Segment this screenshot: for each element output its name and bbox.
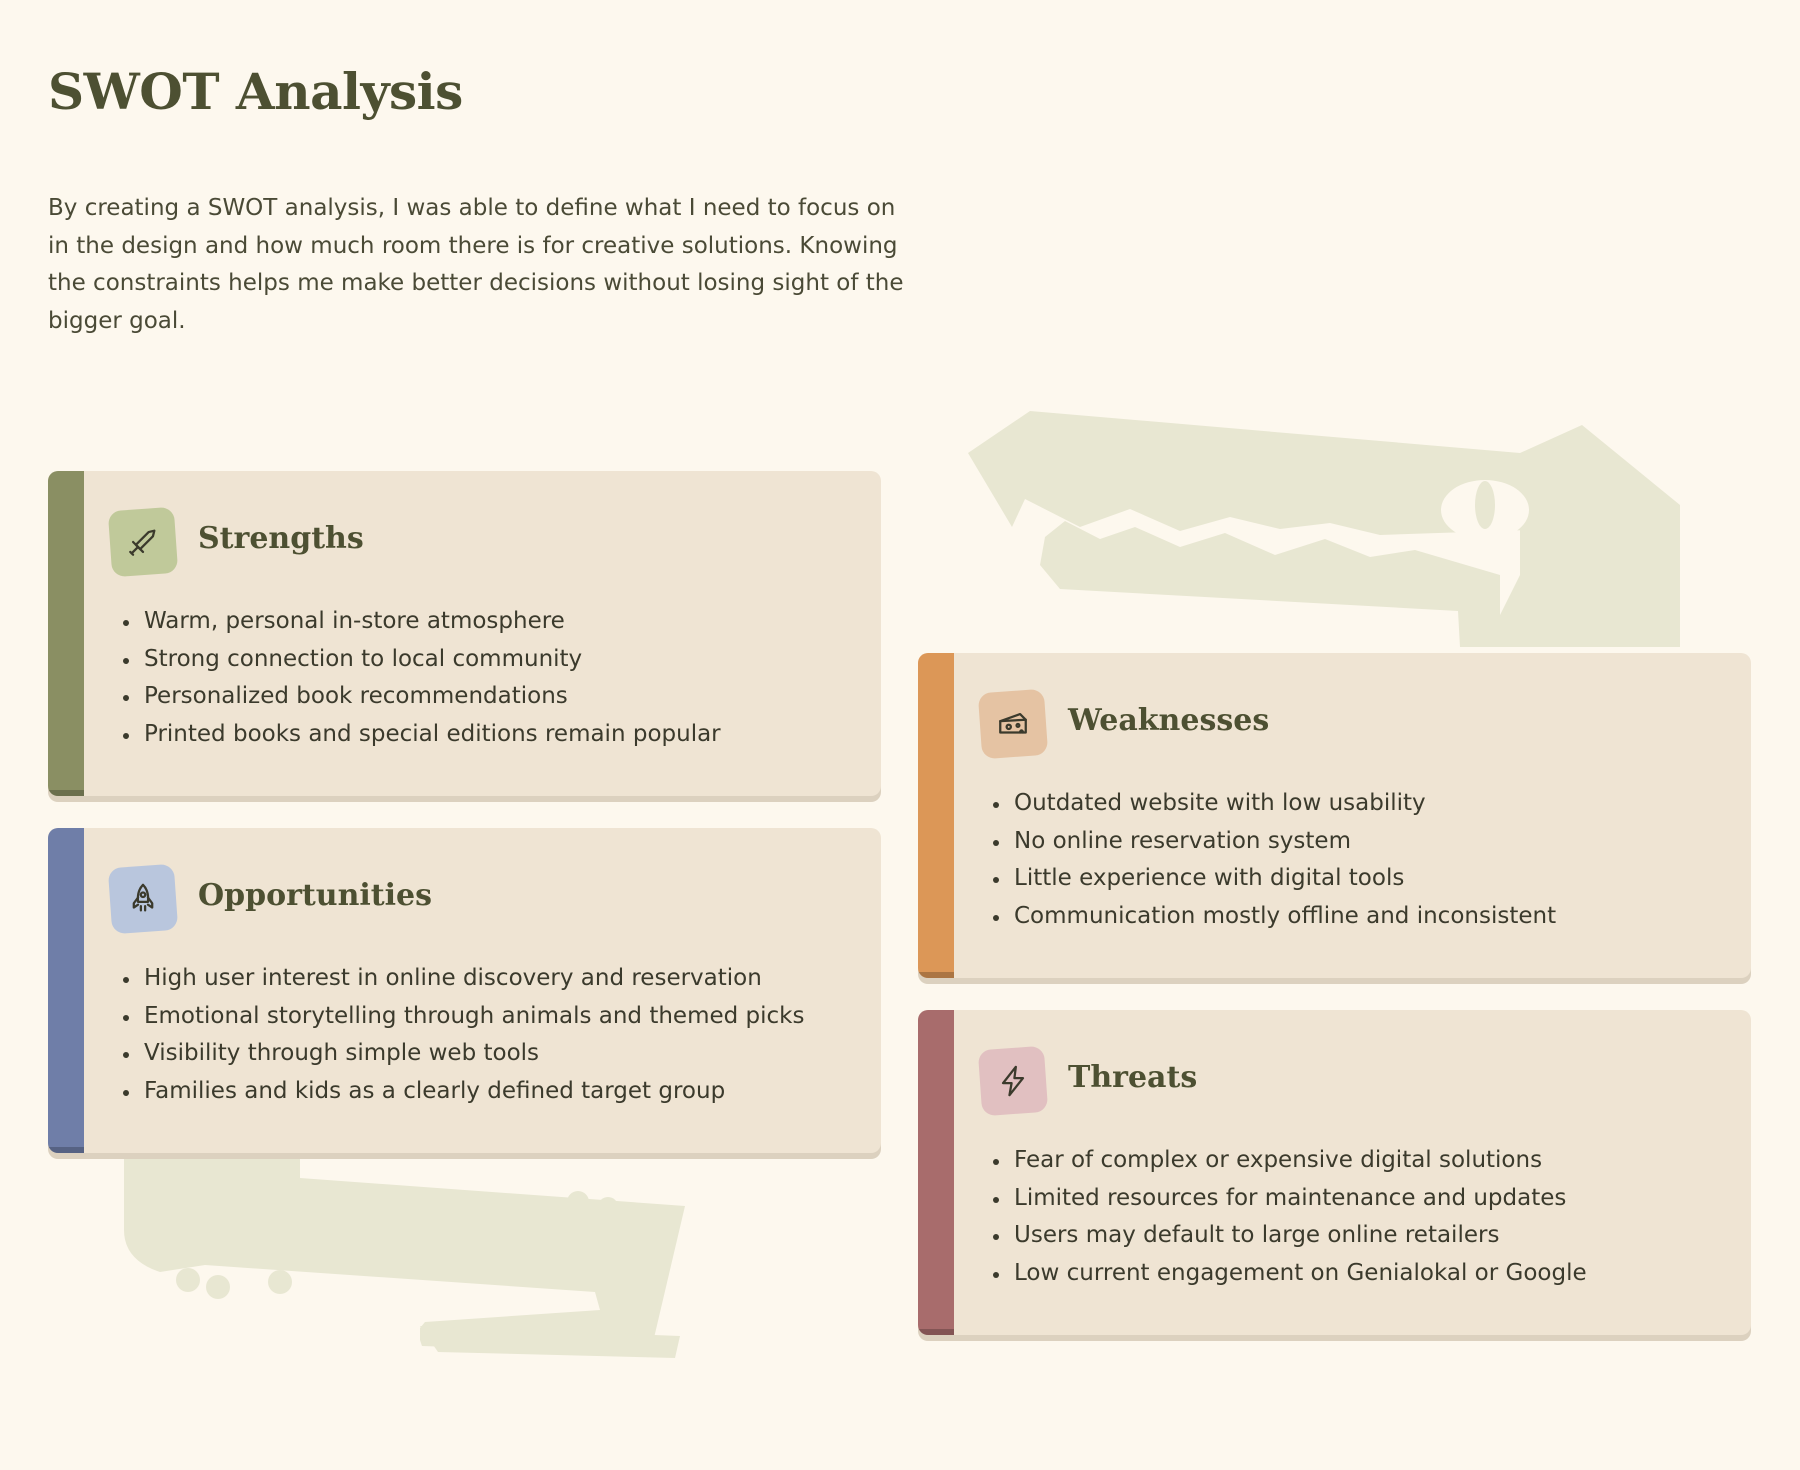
strengths-accent-bar: [48, 471, 84, 796]
list-item: Strong connection to local community: [144, 641, 721, 679]
threats-title: Threats: [1068, 1060, 1198, 1095]
weaknesses-accent-bar: [918, 653, 954, 978]
list-item: Warm, personal in-store atmosphere: [144, 603, 721, 641]
strengths-card: [48, 471, 881, 796]
strengths-list: [144, 603, 721, 753]
list-item: Communication mostly offline and inconsistent: [1014, 898, 1556, 936]
opportunities-accent-bar: [48, 828, 84, 1153]
list-item: Low current engagement on Genialokal or Google: [1014, 1255, 1587, 1293]
weaknesses-title: Weaknesses: [1068, 703, 1270, 738]
lightning-icon: [996, 1064, 1030, 1098]
list-item: Fear of complex or expensive digital solutions: [1014, 1142, 1587, 1180]
threats-list: [1014, 1142, 1587, 1292]
opportunities-card: [48, 828, 881, 1153]
list-item: Users may default to large online retailers: [1014, 1217, 1587, 1255]
cheese-icon: [996, 707, 1030, 741]
list-item: Emotional storytelling through animals and themed picks: [144, 998, 805, 1036]
threats-icon-box: [978, 1046, 1048, 1116]
list-item: Limited resources for maintenance and updates: [1014, 1180, 1587, 1218]
list-item: Printed books and special editions remain popular: [144, 716, 721, 754]
opportunities-list: [144, 960, 805, 1110]
list-item: No online reservation system: [1014, 823, 1556, 861]
intro-paragraph: By creating a SWOT analysis, I was able to define what I need to focus on in the design and how much room there is for creative solutions. Knowing the constraints helps me make better decisions without losing sight of the bigger goal.: [48, 195, 904, 334]
crocodile-body-illustration: [120, 1140, 700, 1360]
weaknesses-list: [1014, 785, 1556, 935]
sword-icon: [126, 525, 160, 559]
strengths-icon-box: [108, 507, 178, 577]
list-item: Visibility through simple web tools: [144, 1035, 805, 1073]
list-item: Outdated website with low usability: [1014, 785, 1556, 823]
weaknesses-icon-box: [978, 689, 1048, 759]
list-item: High user interest in online discovery and reservation: [144, 960, 805, 998]
list-item: Little experience with digital tools: [1014, 860, 1556, 898]
threats-accent-bar: [918, 1010, 954, 1335]
strengths-title: Strengths: [198, 521, 364, 556]
opportunities-title: Opportunities: [198, 878, 433, 913]
list-item: Families and kids as a clearly defined target group: [144, 1073, 805, 1111]
list-item: Personalized book recommendations: [144, 678, 721, 716]
weaknesses-card: [918, 653, 1751, 978]
threats-card: [918, 1010, 1751, 1335]
crocodile-head-illustration: [960, 405, 1690, 650]
page-title: SWOT Analysis: [48, 62, 463, 121]
opportunities-icon-box: [108, 864, 178, 934]
rocket-icon: [126, 882, 160, 916]
